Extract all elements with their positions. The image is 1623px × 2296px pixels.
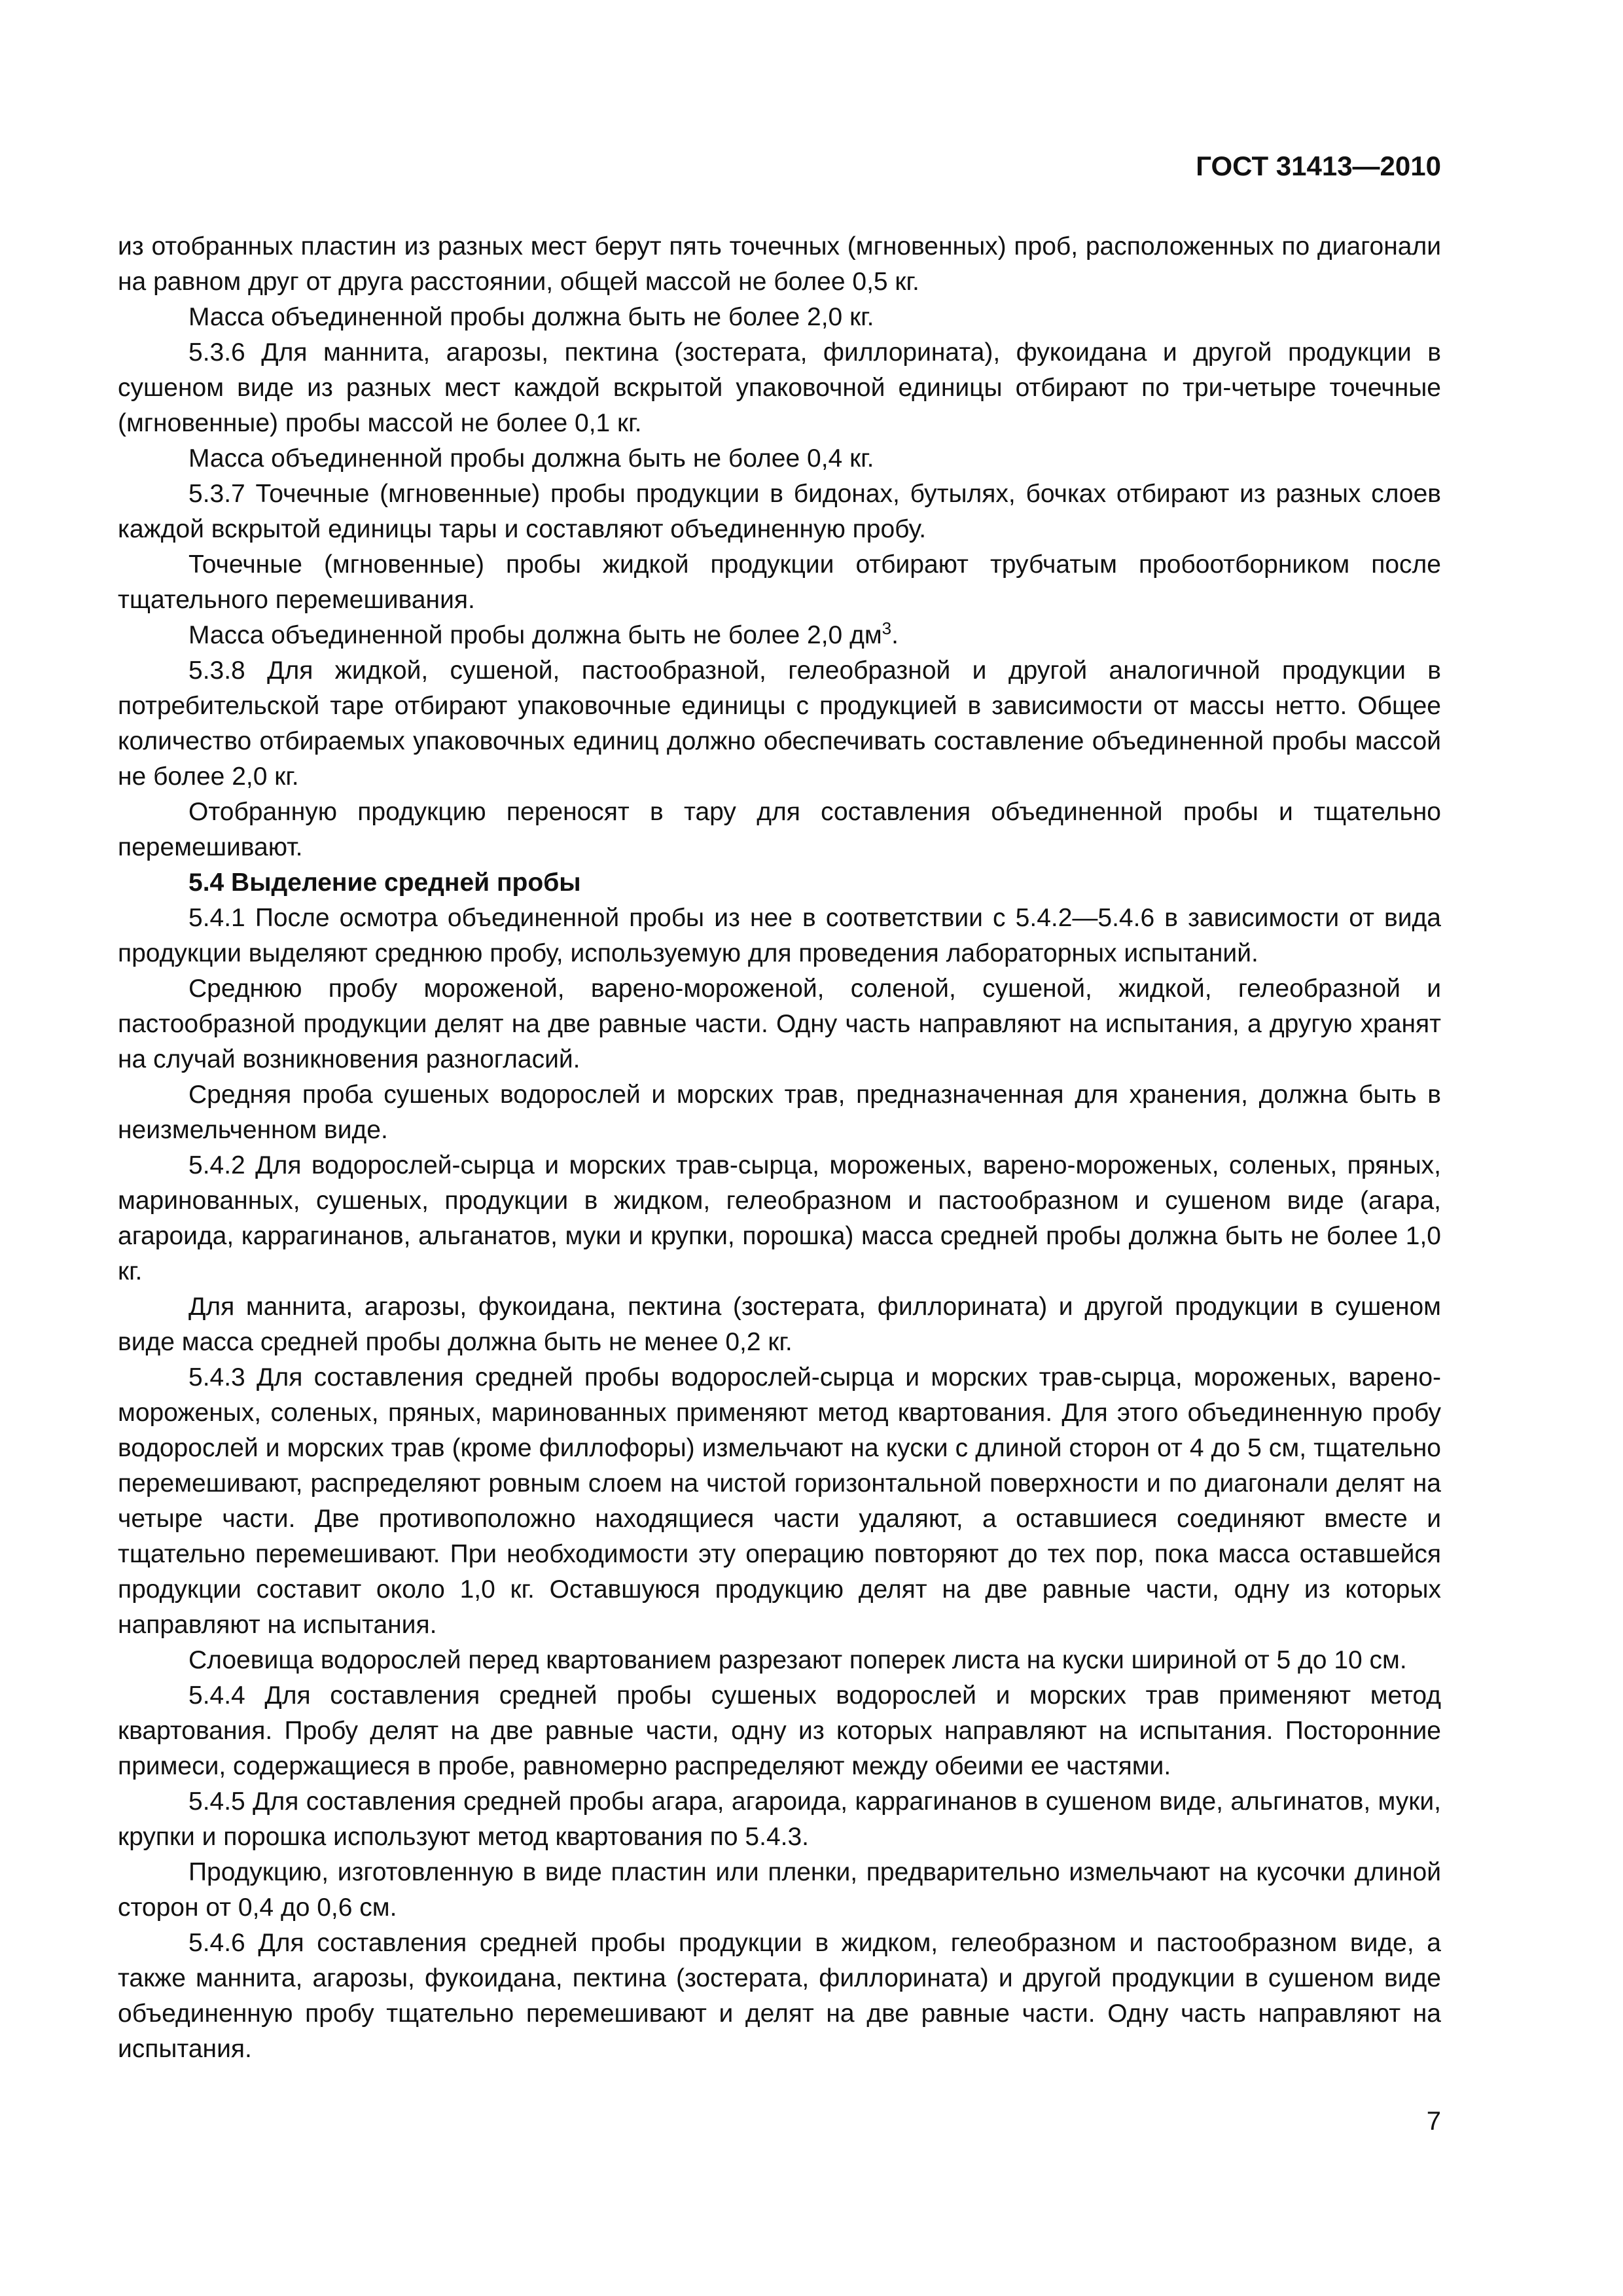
paragraph-text: из отобранных пластин из разных мест берут пять точечных (мгновенных) проб, расположенных по диагонали на равном друг от друга расстоянии, общей массой не более 0,5 кг.: [118, 232, 1441, 296]
paragraph: [118, 1784, 1441, 1855]
paragraph-text: Масса объединенной пробы должна быть не более 2,0 дм: [188, 621, 882, 649]
paragraph: [118, 1678, 1441, 1784]
superscript: 3: [882, 619, 892, 638]
paragraph: [118, 547, 1441, 618]
paragraph-text: Для маннита, агарозы, фукоидана, пектина (зостерата, филлорината) и другой продукции в сушеном виде масса средней пробы должна быть не менее 0,2 кг.: [118, 1293, 1441, 1356]
paragraph-text: Среднюю пробу мороженой, варено-мороженой, соленой, сушеной, жидкой, гелеобразной и пастообразной продукции делят на две равные части. Одну часть направляют на испытания, а другую хранят на случай возникновения разногласий.: [118, 975, 1441, 1073]
paragraph-text: 5.3.8 Для жидкой, сушеной, пастообразной, гелеобразной и другой аналогичной продукции в потребительской таре отбирают упаковочные единицы с продукцией в зависимости от массы нетто. Общее количество отбираемых упаковочных единиц должно обеспечивать составление объединенной пробы массой не более 2,0 кг.: [118, 656, 1441, 791]
document-body: [118, 229, 1441, 2067]
paragraph: [118, 971, 1441, 1077]
page-number: 7: [1426, 2107, 1441, 2136]
paragraph: [118, 653, 1441, 795]
paragraph: [118, 1926, 1441, 2067]
paragraph-text: Масса объединенной пробы должна быть не более 2,0 кг.: [188, 303, 874, 331]
paragraph-continued: [118, 229, 1441, 300]
paragraph-text: 5.3.7 Точечные (мгновенные) пробы продукции в бидонах, бутылях, бочках отбирают из разных слоев каждой вскрытой единицы тары и составляют объединенную пробу.: [118, 480, 1441, 543]
paragraph: [118, 1289, 1441, 1360]
paragraph: [118, 441, 1441, 476]
paragraph-text: Отобранную продукцию переносят в тару для составления объединенной пробы и тщательно перемешивают.: [118, 798, 1441, 861]
paragraph-text: 5.4.4 Для составления средней пробы сушеных водорослей и морских трав применяют метод квартования. Пробу делят на две равные части, одну из которых направляют на испытания. Посторонние примеси, содержащиеся в пробе, равномерно распределяют между обеими ее частями.: [118, 1681, 1441, 1780]
paragraph: [118, 1643, 1441, 1678]
paragraph-text: 5.4.6 Для составления средней пробы продукции в жидком, гелеобразном и пастообразном виде, а также маннита, агарозы, фукоидана, пектина (зостерата, филлорината) и другой продукции в сушеном виде объединенную пробу тщательно перемешивают и делят на две равные части. Одну часть направляют на испытания.: [118, 1929, 1441, 2063]
paragraph-text: Средняя проба сушеных водорослей и морских трав, предназначенная для хранения, должна быть в неизмельченном виде.: [118, 1081, 1441, 1144]
paragraph: [118, 1855, 1441, 1926]
paragraph-text: Слоевища водорослей перед квартованием разрезают поперек листа на куски шириной от 5 до 10 см.: [188, 1646, 1407, 1674]
paragraph: [118, 618, 1441, 653]
paragraph-text: 5.4 Выделение средней пробы: [188, 869, 581, 897]
paragraph: [118, 1360, 1441, 1643]
page-footer: [1427, 2105, 1441, 2138]
document-header: [118, 149, 1441, 183]
paragraph: [118, 335, 1441, 441]
paragraph-text: Точечные (мгновенные) пробы жидкой продукции отбирают трубчатым пробоотборником после тщательного перемешивания.: [118, 550, 1441, 614]
paragraph: [118, 901, 1441, 971]
paragraph-text: 5.4.1 После осмотра объединенной пробы из нее в соответствии с 5.4.2—5.4.6 в зависимости от вида продукции выделяют среднюю пробу, используемую для проведения лабораторных испытаний.: [118, 904, 1441, 967]
paragraph: [118, 476, 1441, 547]
paragraph-text: 5.4.3 Для составления средней пробы водорослей-сырца и морских трав-сырца, мороженых, варено-мороженых, соленых, пряных, маринованных применяют метод квартования. Для этого объединенную пробу водорослей и морских трав (кроме филлофоры) измельчают на куски с длиной сторон от 4 до 5 см, тщательно перемешивают, распределяют ровным слоем на чистой горизонтальной поверхности и по диагонали делят на четыре части. Две противоположно находящиеся части удаляют, а оставшиеся соединяют вместе и тщательно перемешивают. При необходимости эту операцию повторяют до тех пор, пока масса оставшейся продукции составит около 1,0 кг. Оставшуюся продукцию делят на две равные части, одну из которых направляют на испытания.: [118, 1363, 1441, 1639]
paragraph-text: Продукцию, изготовленную в виде пластин или пленки, предварительно измельчают на кусочки длиной сторон от 0,4 до 0,6 см.: [118, 1858, 1441, 1922]
paragraph-text: 5.4.2 Для водорослей-сырца и морских трав-сырца, мороженых, варено-мороженых, соленых, пряных, маринованных, сушеных, продукции в жидком, гелеобразном и пастообразном и сушеном виде (агара, агароида, каррагинанов, альганатов, муки и крупки, порошка) масса средней пробы должна быть не более 1,0 кг.: [118, 1151, 1441, 1285]
standard-designation: ГОСТ 31413—2010: [1196, 151, 1441, 181]
paragraph-text: 5.4.5 Для составления средней пробы агара, агароида, каррагинанов в сушеном виде, альгинатов, муки, крупки и порошка используют метод квартования по 5.4.3.: [118, 1787, 1441, 1851]
paragraph-text: Масса объединенной пробы должна быть не более 0,4 кг.: [188, 444, 874, 473]
paragraph: [118, 300, 1441, 335]
paragraph: [118, 1148, 1441, 1289]
paragraph-text: 5.3.6 Для маннита, агарозы, пектина (зостерата, филлорината), фукоидана и другой продукции в сушеном виде из разных мест каждой вскрытой упаковочной единицы отбирают по три-четыре точечные (мгновенные) пробы массой не более 0,1 кг.: [118, 338, 1441, 437]
paragraph-text-tail: .: [891, 621, 899, 649]
section-heading: [118, 865, 1441, 901]
paragraph: [118, 795, 1441, 865]
paragraph: [118, 1077, 1441, 1148]
